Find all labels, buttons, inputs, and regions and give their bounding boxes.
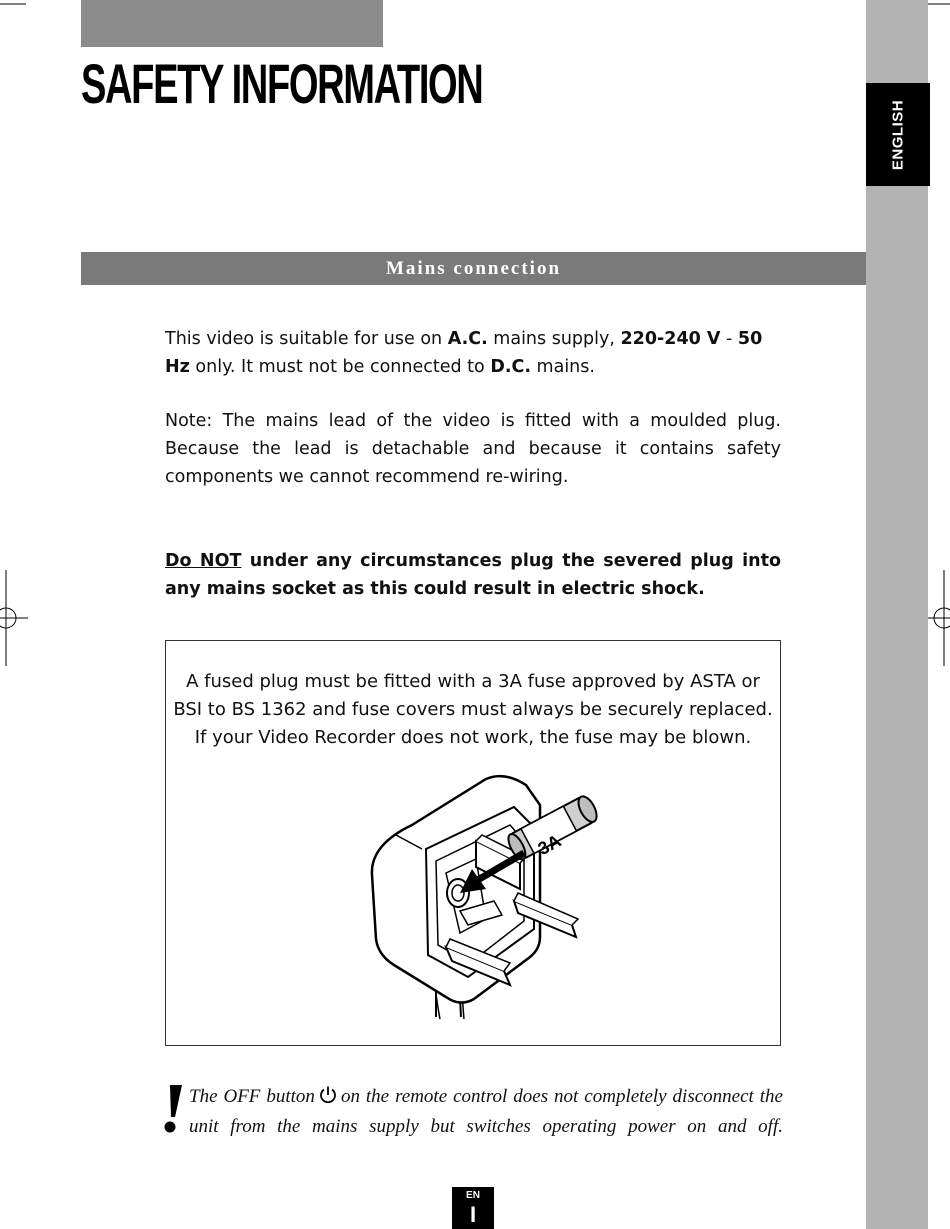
fuse-info-box (165, 640, 781, 1046)
power-warning-text: The OFF button on the remote control does not completely disconnect the unit from the mains supply but switches operating power on and off. (189, 1086, 783, 1137)
fuse-line-3: If your Video Recorder does not work, the fuse may be blown. (194, 727, 752, 748)
supply-paragraph: This video is suitable for use on A.C. mains supply, 220-240 V - 50 Hz only. It must not be connected to D.C. mains. (165, 329, 763, 377)
fuse-info-text (166, 668, 780, 752)
registration-mark-top-left (0, 0, 30, 10)
language-tab (866, 83, 930, 186)
exclamation-icon (160, 1083, 186, 1135)
section-header (81, 252, 866, 285)
fuse-line-2: BSI to BS 1362 and fuse covers must always be securely replaced. (173, 699, 773, 720)
shock-warning-paragraph: Do NOT under any circumstances plug the severed plug into any mains socket as this could result in electric shock. (165, 551, 781, 599)
section-title: Mains connection (385, 258, 562, 279)
registration-mark-left (0, 570, 30, 666)
note-paragraph: Note: The mains lead of the video is fitted with a moulded plug. Because the lead is detachable and because it contains safety components we cannot recommend re-wiring. (165, 411, 781, 487)
page-number-badge (452, 1187, 494, 1229)
language-tab-label: ENGLISH (889, 99, 907, 170)
page-lang: EN (466, 1190, 480, 1201)
power-icon (318, 1085, 338, 1105)
page-number: I (469, 1202, 477, 1227)
header-accent-bar (81, 0, 383, 47)
plug-illustration (364, 769, 604, 1027)
page-title: SAFETY INFORMATION (81, 52, 483, 115)
fuse-line-1: A fused plug must be fitted with a 3A fuse approved by ASTA or (186, 671, 760, 692)
fuse-label: 3A (534, 830, 565, 859)
